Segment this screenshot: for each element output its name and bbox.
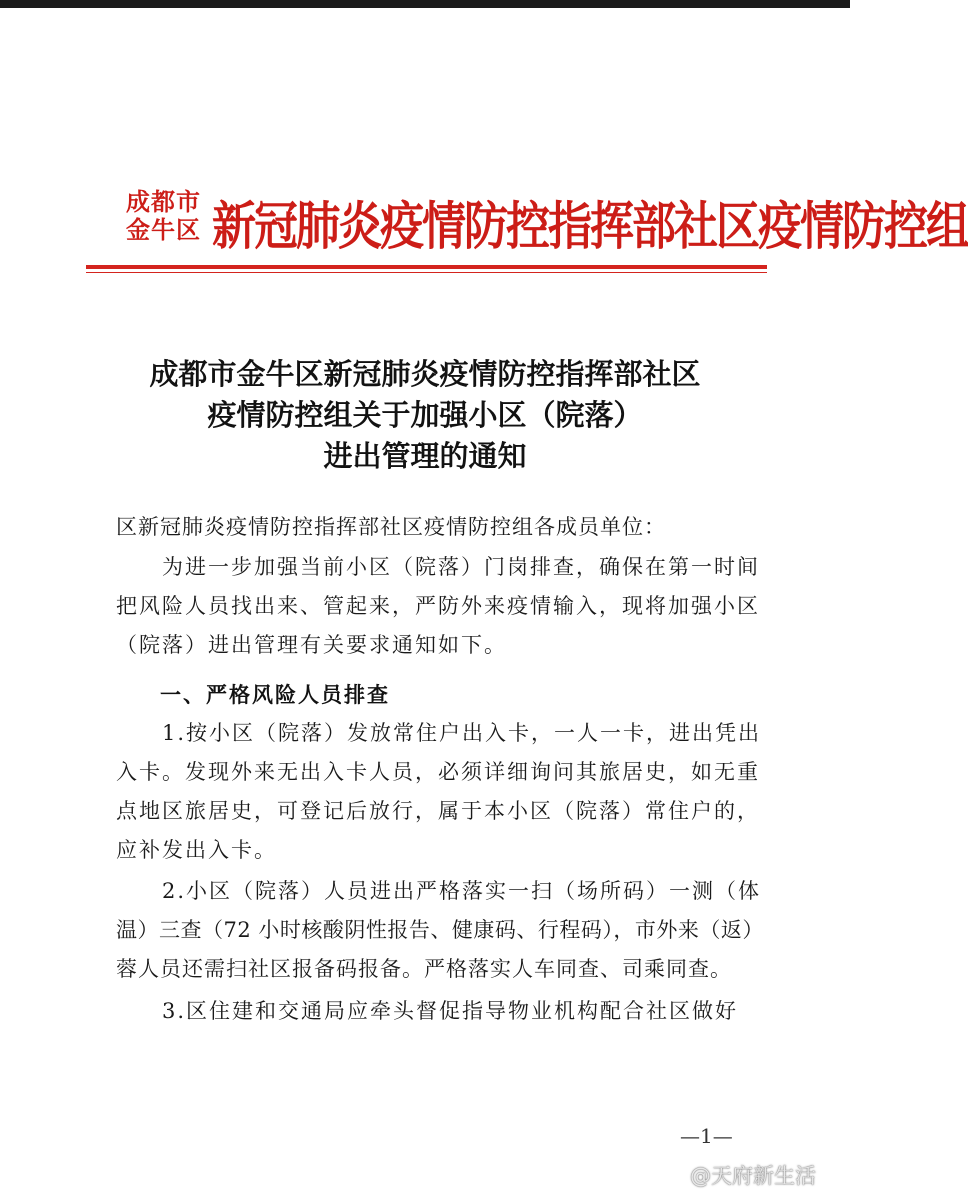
weibo-watermark: @天府新生活 — [690, 1164, 816, 1188]
document-title — [85, 354, 765, 477]
item-1-line-3: 点地区旅居史，可登记后放行，属于本小区（院落）常住户的， — [116, 799, 760, 823]
item-2-line-1: 2.小区（院落）人员进出严格落实一扫（场所码）一测（体 — [116, 879, 762, 903]
item-3-paragraph — [116, 992, 766, 1031]
item-3-line-1: 3.区住建和交通局应牵头督促指导物业机构配合社区做好 — [116, 999, 739, 1023]
item-1-line-1: 1.按小区（院落）发放常住户出入卡，一人一卡，进出凭出 — [116, 721, 762, 745]
intro-line-3: （院落）进出管理有关要求通知如下。 — [116, 633, 507, 657]
intro-line-1: 为进一步加强当前小区（院落）门岗排查，确保在第一时间 — [116, 555, 760, 579]
letterhead-org-line1: 成都市 — [126, 188, 201, 216]
top-edge-bar — [0, 0, 850, 8]
item-1-line-2: 入卡。发现外来无出入卡人员，必须详细询问其旅居史，如无重 — [116, 760, 760, 784]
item-1-paragraph — [116, 714, 766, 870]
item-2-line-3: 蓉人员还需扫社区报备码报备。严格落实人车同查、司乘同查。 — [116, 957, 732, 981]
letterhead-red-rule — [86, 265, 767, 269]
page-number: —1— — [680, 1124, 733, 1148]
intro-paragraph — [116, 548, 766, 665]
section-heading-1: 一、严格风险人员排查 — [160, 683, 390, 707]
letterhead-unit: 新冠肺炎疫情防控指挥部社区疫情防控组 — [212, 196, 968, 257]
intro-line-2: 把风险人员找出来、管起来，严防外来疫情输入，现将加强小区 — [116, 594, 760, 618]
letterhead-org-line2: 金牛区 — [126, 216, 201, 244]
item-1-line-4: 应补发出入卡。 — [116, 838, 277, 862]
title-line-1: 成都市金牛区新冠肺炎疫情防控指挥部社区 — [149, 357, 701, 391]
item-2-paragraph — [116, 872, 766, 989]
letterhead-org — [126, 188, 226, 244]
item-2-line-2: 温）三查（72 小时核酸阴性报告、健康码、行程码），市外来（返） — [116, 918, 764, 942]
letterhead — [86, 166, 968, 257]
title-line-2: 疫情防控组关于加强小区（院落） — [207, 398, 643, 432]
salutation: 区新冠肺炎疫情防控指挥部社区疫情防控组各成员单位： — [116, 515, 666, 539]
letterhead-red-rule-thin — [86, 272, 767, 273]
title-line-3: 进出管理的通知 — [323, 439, 527, 473]
